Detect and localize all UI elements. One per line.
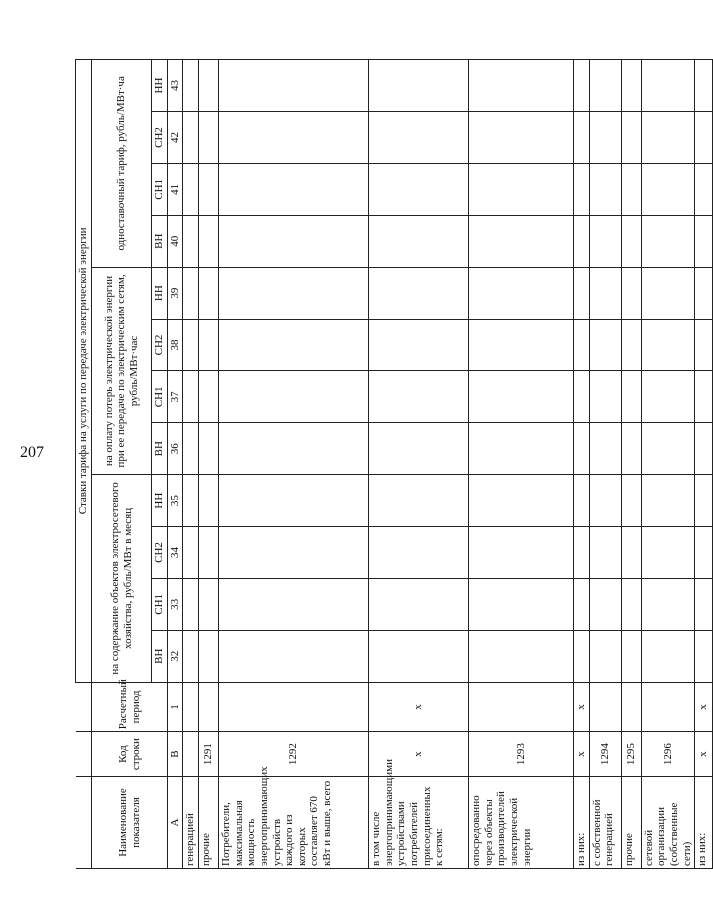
rate-cell [219,475,369,527]
rate-cell [641,319,695,371]
row-name: прочие [621,777,641,869]
rate-cell [574,112,590,164]
rate-cell [199,578,219,630]
rate-cell [219,527,369,579]
voltage-header: СН2 [152,527,168,579]
row-name: из них: [695,777,713,869]
voltage-header: СН1 [152,371,168,423]
rate-cell [695,630,713,682]
rate-cell [369,578,469,630]
rate-cell [183,527,199,579]
rate-cell [219,630,369,682]
rate-cell [574,630,590,682]
column-number: 32 [168,630,183,682]
rate-cell [199,112,219,164]
rate-cell [641,215,695,267]
rate-cell [369,267,469,319]
rate-cell [469,630,574,682]
rate-cell [574,578,590,630]
rate-cell [199,371,219,423]
rate-cell [199,423,219,475]
row-period: x [574,682,590,732]
table-row [219,60,369,869]
rate-cell [641,423,695,475]
rate-cell [219,215,369,267]
row-name: с собственной генерацией [589,777,621,869]
name-header: Наименование показателя [92,777,168,869]
rate-cell [695,267,713,319]
page-number: 207 [20,444,44,461]
voltage-header: ВН [152,423,168,475]
rate-cell [183,215,199,267]
rate-cell [641,578,695,630]
row-code: 1295 [621,732,641,777]
rate-cell [589,267,621,319]
rate-cell [641,60,695,112]
row-name: сетевой организации (собственные сети) [641,777,695,869]
rate-cell [183,112,199,164]
table-row [183,60,199,869]
voltage-header: СН2 [152,319,168,371]
rate-cell [695,215,713,267]
rate-cell [695,423,713,475]
table-row [574,60,590,869]
rate-cell [589,163,621,215]
rate-cell [695,578,713,630]
maintenance-header: на содержание объектов электросетевого хозяйства, рубль/МВт в месяц [92,475,152,683]
rate-cell [369,371,469,423]
rate-cell [469,319,574,371]
rate-cell [369,527,469,579]
rate-cell [621,112,641,164]
rate-cell [183,630,199,682]
row-period [589,682,621,732]
table-row [621,60,641,869]
rate-cell [183,423,199,475]
row-period [183,682,199,732]
rate-cell [641,267,695,319]
voltage-header: НН [152,475,168,527]
rate-cell [695,163,713,215]
rate-cell [183,578,199,630]
voltage-header: СН1 [152,578,168,630]
rate-cell [621,163,641,215]
rate-cell [199,319,219,371]
rate-cell [219,319,369,371]
row-name: из них: [574,777,590,869]
voltage-header: СН1 [152,163,168,215]
rate-cell [589,475,621,527]
rate-cell [219,423,369,475]
rate-cell [641,112,695,164]
period-header: Расчетный период [92,682,168,732]
row-name: в том числе энергопринимающими устройствами потребителей присоединенных к сетям: [369,777,469,869]
rate-cell [589,371,621,423]
column-number: 41 [168,163,183,215]
rate-cell [199,215,219,267]
rate-cell [621,267,641,319]
rate-cell [589,215,621,267]
column-number: 42 [168,112,183,164]
rate-cell [589,112,621,164]
rate-cell [574,215,590,267]
rate-cell [574,60,590,112]
rate-cell [621,423,641,475]
header-empty-cell [76,682,92,732]
rate-cell [199,163,219,215]
row-code: x [369,732,469,777]
rate-cell [695,112,713,164]
rate-cell [469,475,574,527]
rate-cell [574,267,590,319]
table-row [589,60,621,869]
rate-cell [621,371,641,423]
rate-cell [469,163,574,215]
rate-cell [219,163,369,215]
rate-cell [695,319,713,371]
rate-cell [183,163,199,215]
rate-cell [574,319,590,371]
rate-cell [469,371,574,423]
rate-cell [621,60,641,112]
rate-cell [219,371,369,423]
row-code: 1296 [641,732,695,777]
row-code: x [574,732,590,777]
rate-cell [369,215,469,267]
row-period: x [695,682,713,732]
rate-cell [199,267,219,319]
rate-cell [219,60,369,112]
rate-cell [199,60,219,112]
rate-cell [574,371,590,423]
rate-cell [469,267,574,319]
rate-cell [199,630,219,682]
row-code: 1291 [199,732,219,777]
rate-cell [469,215,574,267]
rate-cell [469,578,574,630]
rate-cell [369,319,469,371]
column-number: 37 [168,371,183,423]
rate-cell [641,527,695,579]
column-number: 35 [168,475,183,527]
rate-cell [589,527,621,579]
table-row [641,60,695,869]
row-period [199,682,219,732]
table-row [695,60,713,869]
voltage-header: НН [152,60,168,112]
column-number: 40 [168,215,183,267]
column-number: 38 [168,319,183,371]
row-code [183,732,199,777]
rate-cell [589,578,621,630]
rate-cell [621,630,641,682]
row-period [469,682,574,732]
rate-cell [183,319,199,371]
row-name: прочие [199,777,219,869]
rate-cell [199,527,219,579]
row-code: x [695,732,713,777]
column-number: 34 [168,527,183,579]
rate-cell [183,475,199,527]
rate-cell [589,423,621,475]
voltage-header: СН2 [152,112,168,164]
rate-cell [219,112,369,164]
rate-cell [469,112,574,164]
rate-cell [695,475,713,527]
row-name: опосредованно через объекты производителей электрической энергии [469,777,574,869]
rate-cell [621,475,641,527]
rate-cell [183,267,199,319]
row-period [641,682,695,732]
column-number: А [168,777,183,869]
rate-cell [621,319,641,371]
rate-cell [183,60,199,112]
rate-cell [219,267,369,319]
row-name: генерацией [183,777,199,869]
rate-cell [621,215,641,267]
table-row [369,60,469,869]
rate-cell [469,60,574,112]
rate-cell [369,112,469,164]
rate-cell [369,163,469,215]
rate-cell [574,475,590,527]
rate-cell [589,630,621,682]
column-number: 43 [168,60,183,112]
voltage-header: НН [152,267,168,319]
rate-cell [369,423,469,475]
rate-cell [589,60,621,112]
rate-cell [641,630,695,682]
rate-cell [641,163,695,215]
rate-cell [469,423,574,475]
voltage-header: ВН [152,630,168,682]
row-period [621,682,641,732]
rate-cell [369,60,469,112]
single-rate-header: одноставочный тариф, рубль/МВт·ча [92,60,152,268]
rate-cell [695,371,713,423]
row-period: x [369,682,469,732]
voltage-header: ВН [152,215,168,267]
table-row [469,60,574,869]
column-number: 1 [168,682,183,732]
row-period [219,682,369,732]
table-row [199,60,219,869]
losses-header: на оплату потерь электрической энергии при ее передаче по электрическим сетям, рубль/МВт·час [92,267,152,475]
rate-cell [369,630,469,682]
table-body [183,60,713,869]
rate-cell [641,371,695,423]
header-empty-cell [76,777,92,869]
rate-cell [183,371,199,423]
rate-cell [574,423,590,475]
rate-cell [369,475,469,527]
header-empty-cell [76,732,92,777]
row-code: 1294 [589,732,621,777]
row-code: 1292 [219,732,369,777]
rate-cell [199,475,219,527]
column-number: 33 [168,578,183,630]
rate-cell [469,527,574,579]
rate-cell [574,163,590,215]
rate-cell [574,527,590,579]
rate-cell [641,475,695,527]
rate-cell [621,527,641,579]
rates-group-header: Ставки тарифа на услуги по передаче электрической энергии [76,60,92,683]
rate-cell [589,319,621,371]
row-name: Потребители, максимальная мощность энергопринимающих устройств каждого из которых составляет 670 кВт и выше, всего [219,777,369,869]
rate-cell [695,527,713,579]
rate-cell [621,578,641,630]
row-code: 1293 [469,732,574,777]
column-number: 36 [168,423,183,475]
code-header: Код строки [92,732,168,777]
rate-cell [219,578,369,630]
rotated-table-wrapper [75,59,710,869]
rate-cell [695,60,713,112]
column-number: 39 [168,267,183,319]
column-number: В [168,732,183,777]
tariff-table [75,59,713,869]
